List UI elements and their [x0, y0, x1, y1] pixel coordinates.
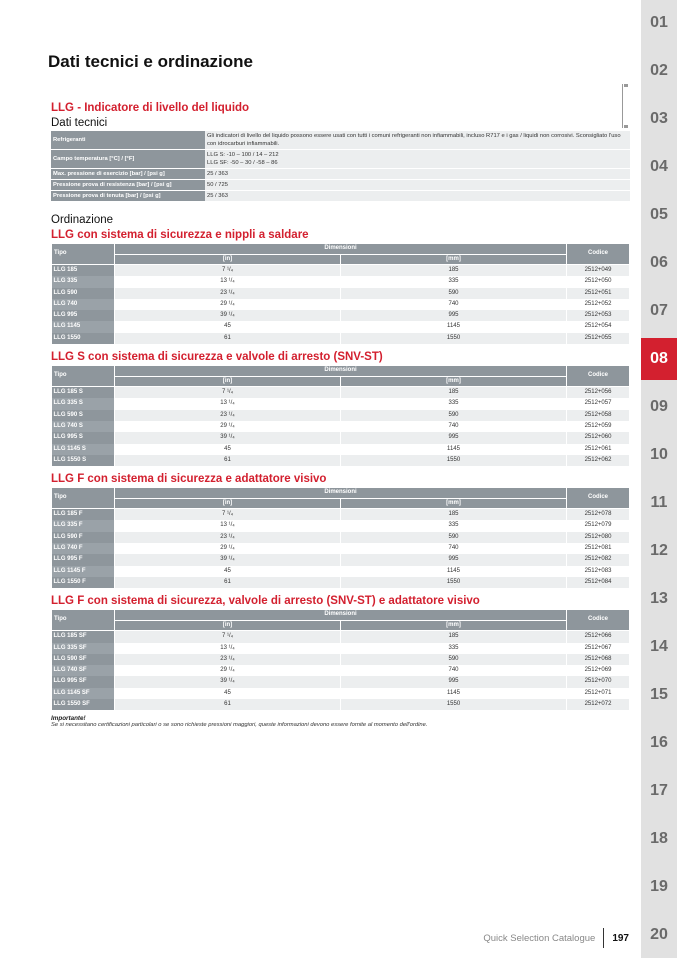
- spec-label: Campo temperatura [°C] / [°F]: [51, 150, 205, 169]
- table-row: [52, 654, 630, 665]
- footer: [483, 928, 629, 948]
- table-row: [52, 432, 630, 443]
- cell-tipo: LLG 1145 F: [52, 566, 115, 577]
- header-in: [in]: [115, 254, 341, 265]
- header-in: [in]: [115, 376, 341, 387]
- main-content: [51, 101, 630, 728]
- spec-value: 25 / 363: [205, 169, 630, 180]
- note-text: Se si necessitano certificazioni particolari o se sono richieste pressioni maggiori, queste informazioni devono essere fornite al momento dell'ordine.: [51, 722, 428, 729]
- cell-mm: 995: [341, 554, 567, 565]
- cell-codice: 2512+083: [567, 566, 630, 577]
- cell-codice: 2512+084: [567, 577, 630, 588]
- cell-tipo: LLG 995 SF: [52, 676, 115, 687]
- table-row: [52, 387, 630, 399]
- cell-mm: 590: [341, 288, 567, 299]
- header-in: [in]: [115, 498, 341, 509]
- header-codice: Codice: [567, 488, 630, 509]
- table-row: [52, 321, 630, 332]
- cell-in: 29 ¹/₄: [115, 421, 341, 432]
- table-row: [52, 310, 630, 321]
- cell-in: 45: [115, 444, 341, 455]
- chapter-tab-17[interactable]: 17: [650, 782, 668, 799]
- cell-tipo: LLG 740 SF: [52, 665, 115, 676]
- cell-codice: 2512+079: [567, 520, 630, 531]
- spec-value: 25 / 363: [205, 191, 630, 202]
- header-tipo: Tipo: [52, 366, 115, 387]
- order-table-title: LLG S con sistema di sicurezza e valvole di arresto (SNV-ST): [51, 351, 383, 364]
- cell-codice: 2512+055: [567, 333, 630, 344]
- cell-mm: 995: [341, 432, 567, 443]
- header-mm: [mm]: [341, 376, 567, 387]
- cell-tipo: LLG 185 S: [52, 387, 115, 399]
- spec-label: Pressione prova di tenuta [bar] / [psi g]: [51, 191, 205, 202]
- cell-codice: 2512+082: [567, 554, 630, 565]
- cell-codice: 2512+062: [567, 455, 630, 466]
- cell-tipo: LLG 740 F: [52, 543, 115, 554]
- cell-mm: 995: [341, 676, 567, 687]
- cell-in: 23 ¹/₄: [115, 410, 341, 421]
- cell-codice: 2512+080: [567, 532, 630, 543]
- cell-mm: 590: [341, 410, 567, 421]
- order-heading: Ordinazione: [51, 214, 114, 226]
- cell-tipo: LLG 1550: [52, 333, 115, 344]
- cell-in: 39 ¹/₄: [115, 676, 341, 687]
- cell-in: 7 ¹/₄: [115, 631, 341, 643]
- cell-mm: 185: [341, 387, 567, 399]
- spec-value: 50 / 725: [205, 180, 630, 191]
- header-mm: [mm]: [341, 620, 567, 631]
- chapter-tab-03[interactable]: 03: [650, 110, 668, 127]
- table-row: [52, 410, 630, 421]
- cell-codice: 2512+049: [567, 265, 630, 277]
- chapter-tab-09[interactable]: 09: [650, 398, 668, 415]
- cell-mm: 995: [341, 310, 567, 321]
- cell-mm: 185: [341, 509, 567, 521]
- chapter-tab-15[interactable]: 15: [650, 686, 668, 703]
- header-tipo: Tipo: [52, 610, 115, 631]
- cell-codice: 2512+054: [567, 321, 630, 332]
- cell-codice: 2512+060: [567, 432, 630, 443]
- cell-mm: 740: [341, 421, 567, 432]
- page-number: 197: [612, 932, 629, 944]
- chapter-tab-04[interactable]: 04: [650, 158, 668, 175]
- table-row: [52, 566, 630, 577]
- cell-codice: 2512+052: [567, 299, 630, 310]
- cell-in: 39 ¹/₄: [115, 432, 341, 443]
- chapter-tab-12[interactable]: 12: [650, 542, 668, 559]
- spec-row: [51, 131, 630, 150]
- note-title: Importante!: [51, 715, 86, 723]
- cell-mm: 185: [341, 631, 567, 643]
- chapter-tab-06[interactable]: 06: [650, 254, 668, 271]
- footer-divider: [603, 928, 604, 948]
- table-row: [52, 520, 630, 531]
- table-row: [52, 543, 630, 554]
- cell-codice: 2512+053: [567, 310, 630, 321]
- cell-codice: 2512+056: [567, 387, 630, 399]
- cell-codice: 2512+051: [567, 288, 630, 299]
- table-row: [52, 333, 630, 344]
- chapter-tabs: [641, 0, 677, 958]
- cell-tipo: LLG 995: [52, 310, 115, 321]
- cell-in: 13 ¹/₄: [115, 398, 341, 409]
- chapter-tab-18[interactable]: 18: [650, 830, 668, 847]
- cell-codice: 2512+057: [567, 398, 630, 409]
- cell-codice: 2512+069: [567, 665, 630, 676]
- chapter-tab-05[interactable]: 05: [650, 206, 668, 223]
- cell-in: 29 ¹/₄: [115, 665, 341, 676]
- cell-codice: 2512+071: [567, 688, 630, 699]
- cell-mm: 335: [341, 520, 567, 531]
- cell-mm: 1145: [341, 321, 567, 332]
- cell-tipo: LLG 185 SF: [52, 631, 115, 643]
- table-row: [52, 676, 630, 687]
- cell-in: 13 ¹/₄: [115, 643, 341, 654]
- cell-codice: 2512+058: [567, 410, 630, 421]
- cell-tipo: LLG 335 F: [52, 520, 115, 531]
- cell-mm: 590: [341, 654, 567, 665]
- table-row: [52, 455, 630, 466]
- cell-tipo: LLG 335 SF: [52, 643, 115, 654]
- chapter-tab-20[interactable]: 20: [650, 926, 668, 943]
- header-mm: [mm]: [341, 254, 567, 265]
- cell-in: 45: [115, 566, 341, 577]
- cell-tipo: LLG 590: [52, 288, 115, 299]
- spec-row: [51, 180, 630, 191]
- cell-in: 61: [115, 455, 341, 466]
- cell-in: 7 ¹/₄: [115, 265, 341, 277]
- cell-codice: 2512+067: [567, 643, 630, 654]
- cell-in: 61: [115, 333, 341, 344]
- header-codice: Codice: [567, 610, 630, 631]
- chapter-tab-11[interactable]: 11: [650, 494, 668, 511]
- header-in: [in]: [115, 620, 341, 631]
- cell-in: 23 ¹/₄: [115, 654, 341, 665]
- cell-mm: 335: [341, 643, 567, 654]
- order-tables: [51, 228, 630, 710]
- cell-in: 61: [115, 699, 341, 710]
- cell-mm: 1145: [341, 566, 567, 577]
- spec-row: [51, 169, 630, 180]
- header-codice: Codice: [567, 366, 630, 387]
- chapter-tab-08[interactable]: 08: [641, 338, 677, 380]
- cell-in: 39 ¹/₄: [115, 554, 341, 565]
- cell-in: 29 ¹/₄: [115, 299, 341, 310]
- chapter-tab-07[interactable]: 07: [650, 302, 668, 319]
- spec-label: Max. pressione di esercizio [bar] / [psi g]: [51, 169, 205, 180]
- order-table: [51, 609, 630, 710]
- cell-mm: 740: [341, 543, 567, 554]
- cell-mm: 1550: [341, 455, 567, 466]
- catalogue-name: Quick Selection Catalogue: [483, 932, 596, 944]
- cell-tipo: LLG 1145 S: [52, 444, 115, 455]
- order-table-title: LLG F con sistema di sicurezza e adattatore visivo: [51, 473, 327, 486]
- cell-tipo: LLG 590 S: [52, 410, 115, 421]
- cell-in: 61: [115, 577, 341, 588]
- order-table-title: LLG F con sistema di sicurezza, valvole di arresto (SNV-ST) e adattatore visivo: [51, 595, 480, 608]
- cell-tipo: LLG 185: [52, 265, 115, 277]
- order-table: [51, 487, 630, 588]
- cell-codice: 2512+068: [567, 654, 630, 665]
- cell-mm: 1550: [341, 333, 567, 344]
- table-row: [52, 398, 630, 409]
- header-dimensioni: Dimensioni: [115, 244, 567, 255]
- table-row: [52, 665, 630, 676]
- header-dimensioni: Dimensioni: [115, 366, 567, 377]
- cell-mm: 1550: [341, 577, 567, 588]
- chapter-tab-01[interactable]: 01: [650, 14, 668, 31]
- header-tipo: Tipo: [52, 244, 115, 265]
- table-row: [52, 421, 630, 432]
- cell-tipo: LLG 1145 SF: [52, 688, 115, 699]
- table-row: [52, 688, 630, 699]
- spec-label: Refrigeranti: [51, 131, 205, 150]
- spec-row: [51, 150, 630, 169]
- cell-codice: 2512+072: [567, 699, 630, 710]
- cell-codice: 2512+078: [567, 509, 630, 521]
- cell-in: 29 ¹/₄: [115, 543, 341, 554]
- cell-tipo: LLG 1550 SF: [52, 699, 115, 710]
- cell-mm: 1145: [341, 688, 567, 699]
- spec-label: Pressione prova di resistenza [bar] / [psi g]: [51, 180, 205, 191]
- cell-tipo: LLG 335: [52, 276, 115, 287]
- cell-mm: 335: [341, 398, 567, 409]
- cell-tipo: LLG 1550 S: [52, 455, 115, 466]
- cell-in: 7 ¹/₄: [115, 387, 341, 399]
- cell-in: 7 ¹/₄: [115, 509, 341, 521]
- cell-codice: 2512+059: [567, 421, 630, 432]
- table-row: [52, 554, 630, 565]
- spec-value: Gli indicatori di livello del liquido possono essere usati con tutti i comuni refrigeranti non infiammabili, incluso R717 e i gas / liquidi non corrosivi. Sconsigliato l'uso con idrocarburi infiammabili.: [205, 131, 630, 150]
- table-row: [52, 444, 630, 455]
- table-row: [52, 699, 630, 710]
- cell-tipo: LLG 590 SF: [52, 654, 115, 665]
- tech-heading: Dati tecnici: [51, 117, 108, 129]
- cell-mm: 185: [341, 265, 567, 277]
- cell-mm: 335: [341, 276, 567, 287]
- cell-in: 39 ¹/₄: [115, 310, 341, 321]
- chapter-tab-13[interactable]: 13: [650, 590, 668, 607]
- spec-value: LLG S: -10 – 100 / 14 – 212 LLG SF: -50 – 30 / -58 – 86: [205, 150, 630, 169]
- cell-mm: 590: [341, 532, 567, 543]
- table-row: [52, 288, 630, 299]
- cell-codice: 2512+050: [567, 276, 630, 287]
- order-table: [51, 365, 630, 466]
- table-row: [52, 532, 630, 543]
- order-table: [51, 243, 630, 344]
- product-heading: LLG - Indicatore di livello del liquido: [51, 102, 250, 114]
- order-table-title: LLG con sistema di sicurezza e nippli a saldare: [51, 229, 309, 241]
- cell-mm: 740: [341, 665, 567, 676]
- table-row: [52, 509, 630, 521]
- cell-in: 13 ¹/₄: [115, 276, 341, 287]
- header-dimensioni: Dimensioni: [115, 610, 567, 621]
- cell-in: 45: [115, 321, 341, 332]
- table-row: [52, 265, 630, 277]
- chapter-tab-14[interactable]: 14: [650, 638, 668, 655]
- cell-codice: 2512+066: [567, 631, 630, 643]
- table-row: [52, 643, 630, 654]
- cell-in: 45: [115, 688, 341, 699]
- table-row: [52, 631, 630, 643]
- header-codice: Codice: [567, 244, 630, 265]
- cell-mm: 1550: [341, 699, 567, 710]
- cell-tipo: LLG 185 F: [52, 509, 115, 521]
- chapter-tab-19[interactable]: 19: [650, 878, 668, 895]
- cell-in: 23 ¹/₄: [115, 532, 341, 543]
- cell-tipo: LLG 995 S: [52, 432, 115, 443]
- header-mm: [mm]: [341, 498, 567, 509]
- page-title: Dati tecnici e ordinazione: [48, 52, 253, 71]
- cell-codice: 2512+081: [567, 543, 630, 554]
- header-tipo: Tipo: [52, 488, 115, 509]
- cell-tipo: LLG 740 S: [52, 421, 115, 432]
- header-dimensioni: Dimensioni: [115, 488, 567, 499]
- cell-codice: 2512+070: [567, 676, 630, 687]
- cell-mm: 1145: [341, 444, 567, 455]
- cell-tipo: LLG 740: [52, 299, 115, 310]
- cell-in: 23 ¹/₄: [115, 288, 341, 299]
- chapter-tab-10[interactable]: 10: [650, 446, 668, 463]
- table-row: [52, 577, 630, 588]
- cell-tipo: LLG 590 F: [52, 532, 115, 543]
- cell-codice: 2512+061: [567, 444, 630, 455]
- table-row: [52, 276, 630, 287]
- chapter-tab-02[interactable]: 02: [650, 62, 668, 79]
- cell-mm: 740: [341, 299, 567, 310]
- cell-tipo: LLG 995 F: [52, 554, 115, 565]
- cell-tipo: LLG 1550 F: [52, 577, 115, 588]
- cell-tipo: LLG 1145: [52, 321, 115, 332]
- chapter-tab-16[interactable]: 16: [650, 734, 668, 751]
- cell-tipo: LLG 335 S: [52, 398, 115, 409]
- cell-in: 13 ¹/₄: [115, 520, 341, 531]
- spec-row: [51, 191, 630, 202]
- table-row: [52, 299, 630, 310]
- spec-table: [51, 131, 630, 202]
